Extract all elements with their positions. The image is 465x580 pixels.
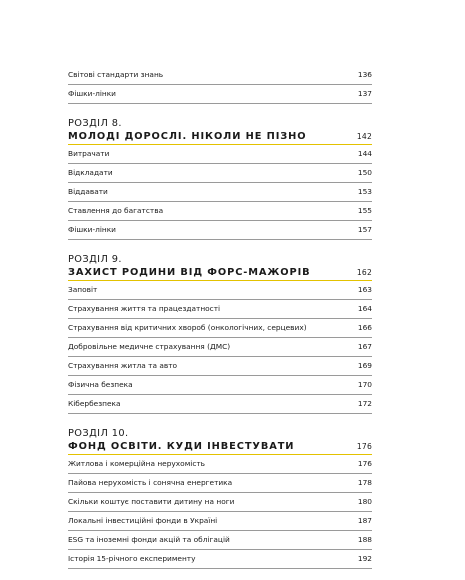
toc-entry[interactable]	[68, 300, 372, 319]
toc-entry[interactable]	[68, 202, 372, 221]
toc-entry[interactable]	[68, 395, 372, 414]
toc-entry[interactable]	[68, 550, 372, 569]
toc-entry[interactable]	[68, 455, 372, 474]
entry-page: 178	[357, 478, 372, 487]
chapter-page: 162	[356, 268, 372, 277]
entry-page: 157	[357, 225, 372, 234]
entry-page: 192	[357, 554, 372, 563]
toc-entry[interactable]	[68, 66, 372, 85]
chapter-page: 142	[356, 132, 372, 141]
chapter-number: РОЗДІЛ 8.	[68, 118, 122, 129]
entry-title: Світові стандарти знань	[68, 70, 164, 79]
toc-entry[interactable]	[68, 221, 372, 240]
entry-page: 136	[357, 70, 372, 79]
toc-entry[interactable]	[68, 319, 372, 338]
entry-page: 169	[357, 361, 372, 370]
toc-entry[interactable]	[68, 183, 372, 202]
entry-title: Ставлення до багатства	[68, 206, 164, 215]
chapter-number: РОЗДІЛ 9.	[68, 254, 122, 265]
chapter-section	[68, 254, 372, 414]
entry-page: 137	[357, 89, 372, 98]
entry-page: 187	[357, 516, 372, 525]
entry-title: Фішки-лінки	[68, 89, 116, 98]
chapter-title: ЗАХИСТ РОДИНИ ВІД ФОРС-МАЖОРІВ	[68, 267, 311, 278]
entry-page: 150	[357, 168, 372, 177]
entry-page: 163	[357, 285, 372, 294]
entry-page: 170	[357, 380, 372, 389]
entry-page: 155	[357, 206, 372, 215]
chapter-section	[68, 118, 372, 240]
toc-entry[interactable]	[68, 164, 372, 183]
entry-title: Страхування життя та працездатності	[68, 304, 221, 313]
entry-title: Віддавати	[68, 187, 108, 196]
chapter-title: МОЛОДІ ДОРОСЛІ. НІКОЛИ НЕ ПІЗНО	[68, 131, 307, 142]
toc-entry[interactable]	[68, 85, 372, 104]
entry-title: Житлова і комерційна нерухомість	[68, 459, 206, 468]
chapter-heading[interactable]	[68, 130, 372, 145]
toc-entry[interactable]	[68, 493, 372, 512]
entry-page: 153	[357, 187, 372, 196]
entry-title: Фішки-лінки	[68, 225, 116, 234]
chapter-number: РОЗДІЛ 10.	[68, 428, 129, 439]
entry-title: Пайова нерухомість і сонячна енергетика	[68, 478, 233, 487]
entry-page: 188	[357, 535, 372, 544]
entry-page: 180	[357, 497, 372, 506]
table-of-contents	[68, 66, 372, 569]
entry-title: Добровільне медичне страхування (ДМС)	[68, 342, 231, 351]
top-entries	[68, 66, 372, 104]
toc-entry[interactable]	[68, 376, 372, 395]
entry-title: Фізична безпека	[68, 380, 133, 389]
chapter-title: ФОНД ОСВІТИ. КУДИ ІНВЕСТУВАТИ	[68, 441, 295, 452]
toc-entry[interactable]	[68, 474, 372, 493]
entry-page: 176	[357, 459, 372, 468]
entry-page: 166	[357, 323, 372, 332]
toc-entry[interactable]	[68, 338, 372, 357]
toc-entry[interactable]	[68, 145, 372, 164]
entry-title: ESG та іноземні фонди акцій та облігацій	[68, 535, 230, 544]
entry-title: Відкладати	[68, 168, 113, 177]
entry-title: Скільки коштує поставити дитину на ноги	[68, 497, 235, 506]
entry-title: Витрачати	[68, 149, 110, 158]
chapter-heading[interactable]	[68, 266, 372, 281]
entry-page: 172	[357, 399, 372, 408]
entry-title: Заповіт	[68, 285, 98, 294]
entry-title: Страхування від критичних хвороб (онкологічних, серцевих)	[68, 323, 307, 332]
toc-entry[interactable]	[68, 281, 372, 300]
entry-page: 144	[357, 149, 372, 158]
toc-entry[interactable]	[68, 531, 372, 550]
chapter-page: 176	[356, 442, 372, 451]
entry-title: Страхування житла та авто	[68, 361, 178, 370]
entry-page: 164	[357, 304, 372, 313]
toc-entry[interactable]	[68, 512, 372, 531]
chapter-section	[68, 428, 372, 569]
entry-title: Кібербезпека	[68, 399, 121, 408]
entry-title: Історія 15-річного експерименту	[68, 554, 196, 563]
entry-page: 167	[357, 342, 372, 351]
chapter-heading[interactable]	[68, 440, 372, 455]
toc-entry[interactable]	[68, 357, 372, 376]
entry-title: Локальні інвестиційні фонди в Україні	[68, 516, 218, 525]
